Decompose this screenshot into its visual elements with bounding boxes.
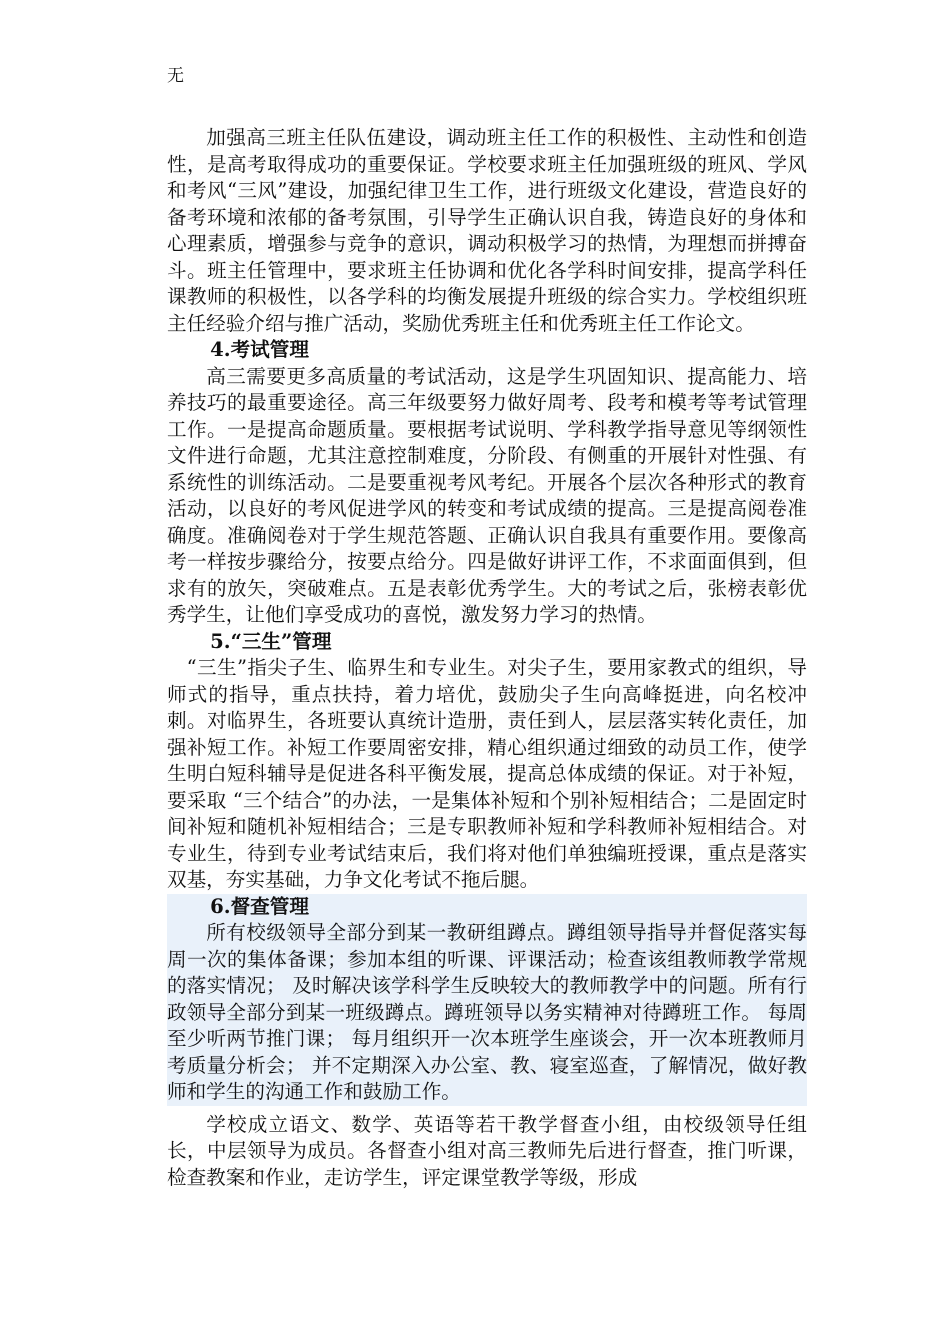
paragraph-head-teacher: 加强高三班主任队伍建设，调动班主任工作的积极性、主动性和创造性，是高考取得成功的重要保证。学校要求班主任加强班级的班风、学风和考风“三风”建设，加强纪律卫生工作，进行班级文化建设，营造良好的备考环境和浓郁的备考氛围，引导学生正确认识自我，铸造良好的身体和心理素质，增强参与竞争的意识，调动积极学习的热情，为理想而拼搏奋斗。班主任管理中，要求班主任协调和优化各学科时间安排，提高学科任课教师的积极性，以各学科的均衡发展提升班级的综合实力。学校组织班主任经验介绍与推广活动，奖励优秀班主任和优秀班主任工作论文。 xyxy=(167,126,807,335)
paragraph-three-students: “三生”指尖子生、临界生和专业生。对尖子生，要用家教式的组织，导师式的指导，重点扶持，着力培优，鼓励尖子生向高峰挺进，向名校冲刺。对临界生，各班要认真统计造册，责任到人，层层落实转化责任，加强补短工作。补短工作要周密安排，精心组织通过细致的动员工作，使学生明白短科辅导是促进各科平衡发展，提高总体成绩的保证。对于补短，要采取 “三个结合”的办法，一是集体补短和个别补短相结合；二是固定时间补短和随机补短相结合；三是专职教师补短和学科教师补短相结合。对专业生，待到专业考试结束后，我们将对他们单独编班授课，重点是落实双基，夯实基础，力争文化考试不拖后腿。 xyxy=(167,656,807,891)
heading-exam-management: 4.考试管理 xyxy=(210,338,309,361)
document-body xyxy=(167,125,807,1191)
heading-three-students: 5.“三生”管理 xyxy=(210,629,332,653)
page-header-label: 无 xyxy=(167,66,184,86)
heading-supervision: 6.督查管理 xyxy=(167,894,807,921)
paragraph-supervision: 所有校级领导全部分到某一教研组蹲点。蹲组领导指导并督促落实每周一次的集体备课；参加本组的听课、评课活动；检查该组教师教学常规的落实情况； 及时解决该学科学生反映较大的教师教学中的问题。所有行政领导全部分到某一班级蹲点。蹲班领导以务实精神对待蹲班工作。 每周至少听两节推门课； 每月组织开一次本班学生座谈会，开一次本班教师月考质量分析会； 并不定期深入办公室、教、寝室巡查，了解情况，做好教师和学生的沟通工作和鼓励工作。 xyxy=(167,920,807,1106)
paragraph-supervision-groups: 学校成立语文、数学、英语等若干教学督查小组，由校级领导任组长，中层领导为成员。各督查小组对高三教师先后进行督查，推门听课，检查教案和作业，走访学生，评定课堂教学等级，形成 xyxy=(167,1112,807,1189)
paragraph-exam-management: 高三需要更多高质量的考试活动，这是学生巩固知识、提高能力、培养技巧的最重要途径。高三年级要努力做好周考、段考和模考等考试管理工作。一是提高命题质量。要根据考试说明、学科教学指导意见等纲领性文件进行命题，尤其注意控制难度，分阶段、有侧重的开展针对性强、有系统性的训练活动。二是要重视考风考纪。开展各个层次各种形式的教育活动，以良好的考风促进学风的转变和考试成绩的提高。三是提高阅卷准确度。准确阅卷对于学生规范答题、正确认识自我具有重要作用。要像高考一样按步骤给分，按要点给分。四是做好讲评工作，不求面面俱到，但求有的放矢，突破难点。五是表彰优秀学生。大的考试之后，张榜表彰优秀学生，让他们享受成功的喜悦，激发努力学习的热情。 xyxy=(167,364,807,626)
